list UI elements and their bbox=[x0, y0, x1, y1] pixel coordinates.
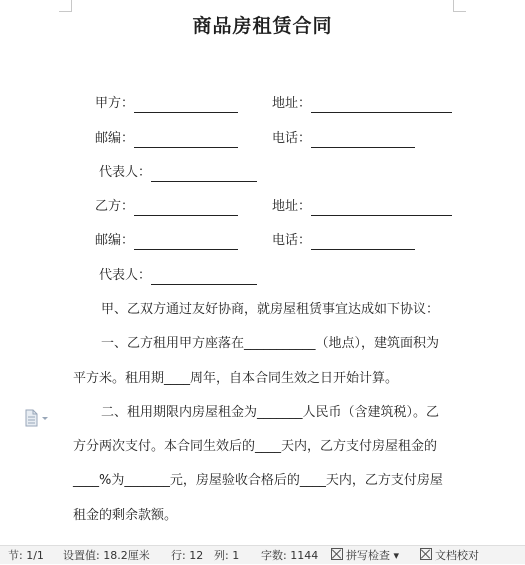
document-title: 商品房租赁合同 bbox=[192, 15, 333, 37]
party-a-label: 甲方： bbox=[95, 96, 135, 111]
status-line: 行: 12 bbox=[171, 549, 204, 562]
clause-2-line-1: 二、租用期限内房屋租金为_______人民币（含建筑税）。乙 bbox=[101, 405, 440, 420]
status-setting-value: 设置值: 18.2厘米 bbox=[63, 549, 150, 562]
party-a-address-field bbox=[272, 95, 452, 113]
spellcheck-label: 拼写检查 bbox=[346, 549, 390, 562]
party-b-phone-field bbox=[272, 232, 415, 250]
intro-paragraph: 甲、乙双方通过友好协商，就房屋租赁事宜达成如下协议： bbox=[101, 302, 440, 317]
address-label: 地址： bbox=[272, 96, 312, 111]
party-a-representative-field bbox=[99, 164, 257, 182]
proofread-label: 文档校对 bbox=[435, 549, 479, 562]
phone-label: 电话： bbox=[272, 233, 312, 248]
representative-label: 代表人： bbox=[99, 268, 152, 283]
spellcheck-button[interactable]: 拼写检查 ▾ bbox=[331, 547, 399, 565]
party-b-representative-field bbox=[99, 267, 257, 285]
postcode-blank bbox=[134, 235, 238, 250]
party-b-blank bbox=[134, 201, 238, 216]
status-column: 列: 1 bbox=[214, 549, 240, 562]
postcode-blank bbox=[134, 133, 238, 148]
postcode-label: 邮编： bbox=[95, 233, 135, 248]
address-blank bbox=[311, 98, 452, 113]
status-wordcount[interactable]: 字数: 1144 bbox=[261, 549, 319, 562]
postcode-label: 邮编： bbox=[95, 131, 135, 146]
representative-label: 代表人： bbox=[99, 165, 152, 180]
phone-blank bbox=[311, 235, 415, 250]
representative-blank bbox=[151, 167, 257, 182]
party-b-address-field bbox=[272, 198, 452, 216]
party-b-postcode-field bbox=[95, 232, 238, 250]
party-b-label: 乙方： bbox=[95, 199, 135, 214]
clause-2-line-3: ____%为_______元，房屋验收合格后的____天内，乙方支付房屋 bbox=[73, 473, 443, 488]
proofread-button[interactable] bbox=[420, 547, 479, 565]
spellcheck-icon bbox=[331, 548, 343, 560]
proofread-icon bbox=[420, 548, 432, 560]
status-section: 节: 1/1 bbox=[8, 549, 44, 562]
clause-1-line-2: 平方米。租用期____周年，自本合同生效之日开始计算。 bbox=[73, 371, 399, 386]
clause-2-line-2: 方分两次支付。本合同生效后的____天内，乙方支付房屋租金的 bbox=[73, 439, 438, 454]
phone-label: 电话： bbox=[272, 131, 312, 146]
document-icon[interactable] bbox=[24, 409, 52, 427]
status-bar bbox=[0, 545, 525, 564]
clause-1-line-1: 一、乙方租用甲方座落在___________（地点），建筑面积为 bbox=[101, 336, 440, 351]
phone-blank bbox=[311, 133, 415, 148]
address-label: 地址： bbox=[272, 199, 312, 214]
party-a-blank bbox=[134, 98, 238, 113]
clause-2-line-4: 租金的剩余款额。 bbox=[73, 508, 178, 523]
address-blank bbox=[311, 201, 452, 216]
party-a-phone-field bbox=[272, 130, 415, 148]
party-a-postcode-field bbox=[95, 130, 238, 148]
party-b-field bbox=[95, 198, 238, 216]
representative-blank bbox=[151, 270, 257, 285]
party-a-field bbox=[95, 95, 238, 113]
